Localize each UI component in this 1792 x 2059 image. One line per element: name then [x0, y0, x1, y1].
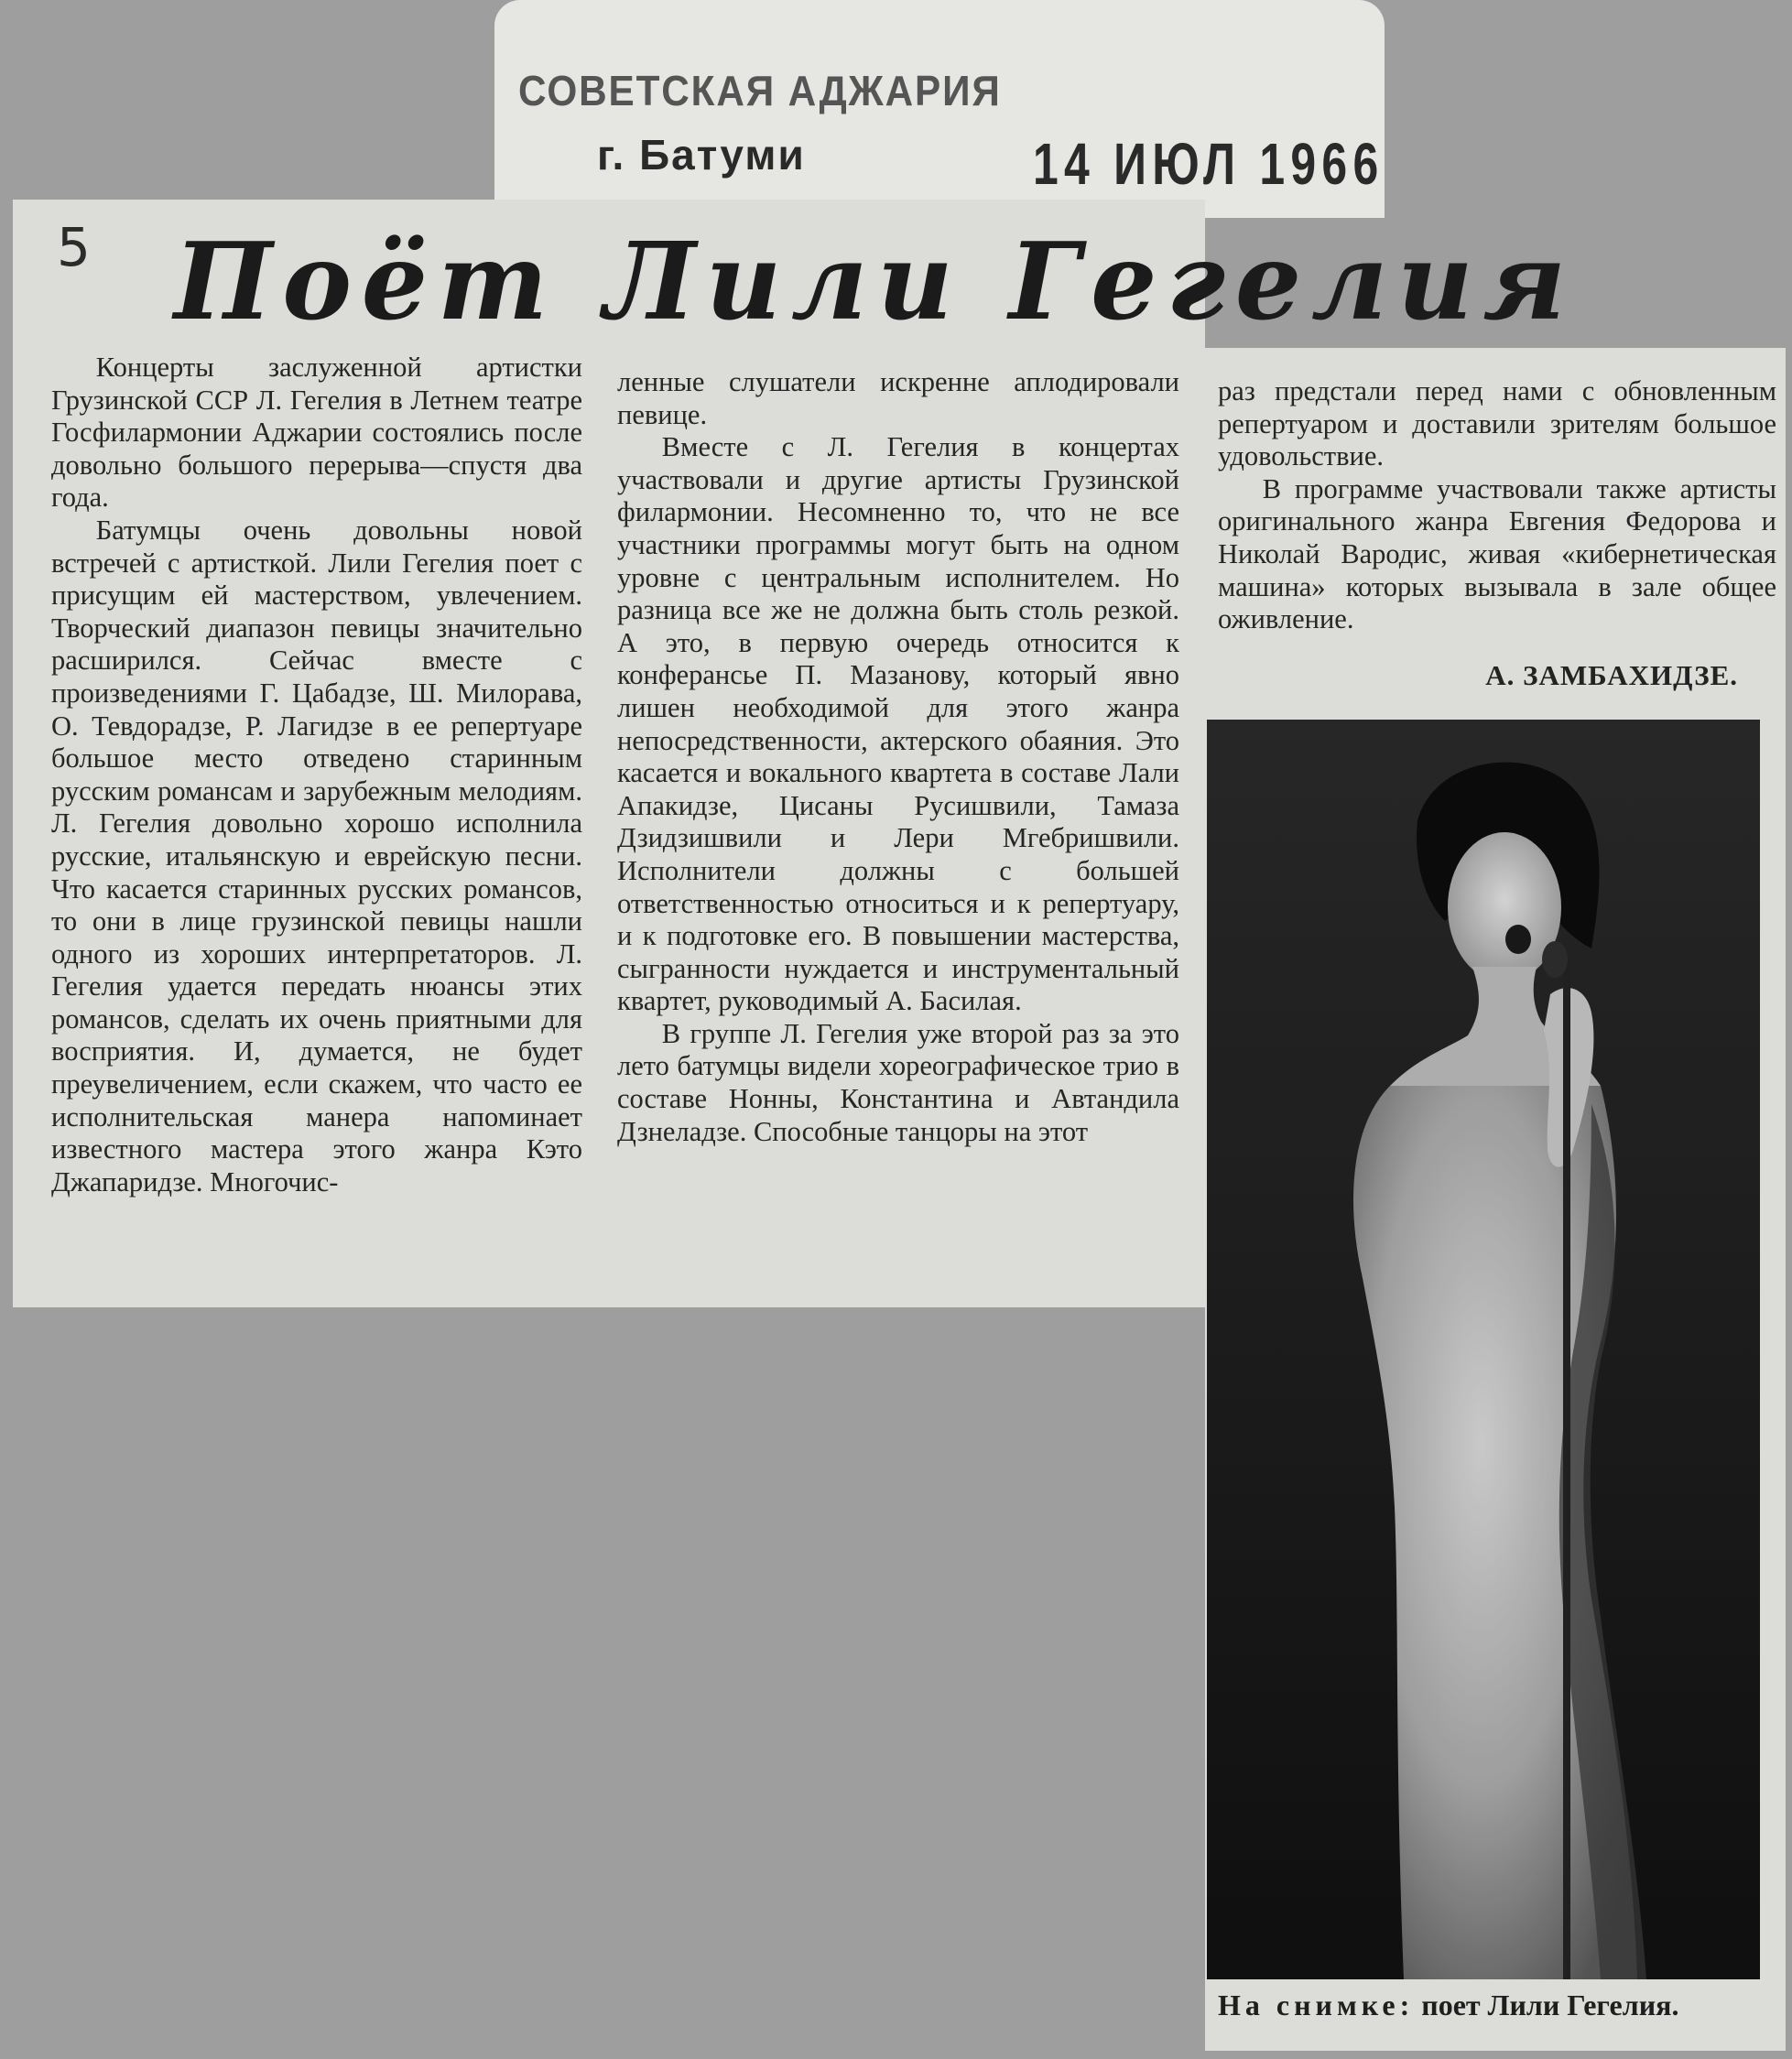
paragraph: Концерты заслуженной артистки Грузинской ССР Л. Гегелия в Летнем театре Госфилармонии Аджарии состоялись после довольно большого перерыва—спустя два года.: [51, 352, 582, 514]
byline: А. ЗАМБАХИДЗЕ.: [1485, 659, 1738, 691]
singer-photo: [1207, 720, 1760, 1979]
headline: Поёт Лили Гегелия: [174, 220, 1576, 344]
stamp-city: г. Батуми: [597, 131, 806, 179]
paragraph: ленные слушатели искренне аплодировали певице.: [617, 366, 1179, 430]
article-column-1: [51, 352, 582, 1198]
photo-caption: [1218, 1989, 1767, 2022]
caption-lead: На снимке:: [1218, 1989, 1415, 2021]
paragraph: Батумцы очень довольны новой встречей с артисткой. Лили Гегелия поет с присущим ей мастерством, увлечением. Творческий диапазон певицы значительно расширился. Сейчас вместе с произведениями Г. Цабадзе, Ш. Милорава, О. Тевдорадзе, Р. Лагидзе в ее репертуаре большое место отведено старинным русским романсам и зарубежным мелодиям. Л. Гегелия довольно хорошо исполнила русские, итальянскую и еврейскую песни. Что касается старинных русских романсов, то они в лице грузинской певицы нашли одного из хороших интерпретаторов. Л. Гегелия удается передать нюансы этих романсов, сделать их очень приятными для восприятия. И, думается, не будет преувеличением, если скажем, что часто ее исполнительская манера напоминает известного мастера этого жанра Кэто Джапаридзе. Многочис-: [51, 514, 582, 1197]
article-column-2: [617, 366, 1179, 1148]
article-column-3: [1218, 375, 1776, 636]
paragraph: В группе Л. Гегелия уже второй раз за это лето батумцы видели хореографическое трио в составе Нонны, Константина и Автандила Дзнеладзе. Способные танцоры на этот: [617, 1017, 1179, 1147]
paragraph: В программе участвовали также артисты оригинального жанра Евгения Федорова и Николай Вародис, живая «кибернетическая машина» которых вызывала в зале общее оживление.: [1218, 472, 1776, 635]
caption-text: поет Лили Гегелия.: [1414, 1989, 1679, 2021]
stamp-date: 14 ИЮЛ 1966: [1033, 131, 1385, 197]
singer-photo-image: [1207, 720, 1760, 1979]
paragraph: Вместе с Л. Гегелия в концертах участвовали и другие артисты Грузинской филармонии. Несомненно то, что не все участники программы могут быть на одном уровне с центральным исполнителем. Но разница все же не должна быть столь резкой. А это, в первую очередь относится к конферансье П. Мазанову, который явно лишен необходимой для этого жанра непосредственности, актерского обаяния. Это касается и вокального квартета в составе Лали Апакидзе, Цисаны Русишвили, Тамаза Дзидзишвили и Лери Мгебришвили. Исполнители должны с большей ответственностью относиться и к репертуару, и к подготовке его. В повышении мастерства, сыгранности нуждается и инструментальный квартет, руководимый А. Басилая.: [617, 431, 1179, 1017]
stamp-newspaper-name: СОВЕТСКАЯ АДЖАРИЯ: [518, 67, 1002, 114]
page-number: 5: [57, 216, 91, 278]
paragraph: раз предстали перед нами с обновленным репертуаром и доставили зрителям большое удовольствие.: [1218, 375, 1776, 472]
